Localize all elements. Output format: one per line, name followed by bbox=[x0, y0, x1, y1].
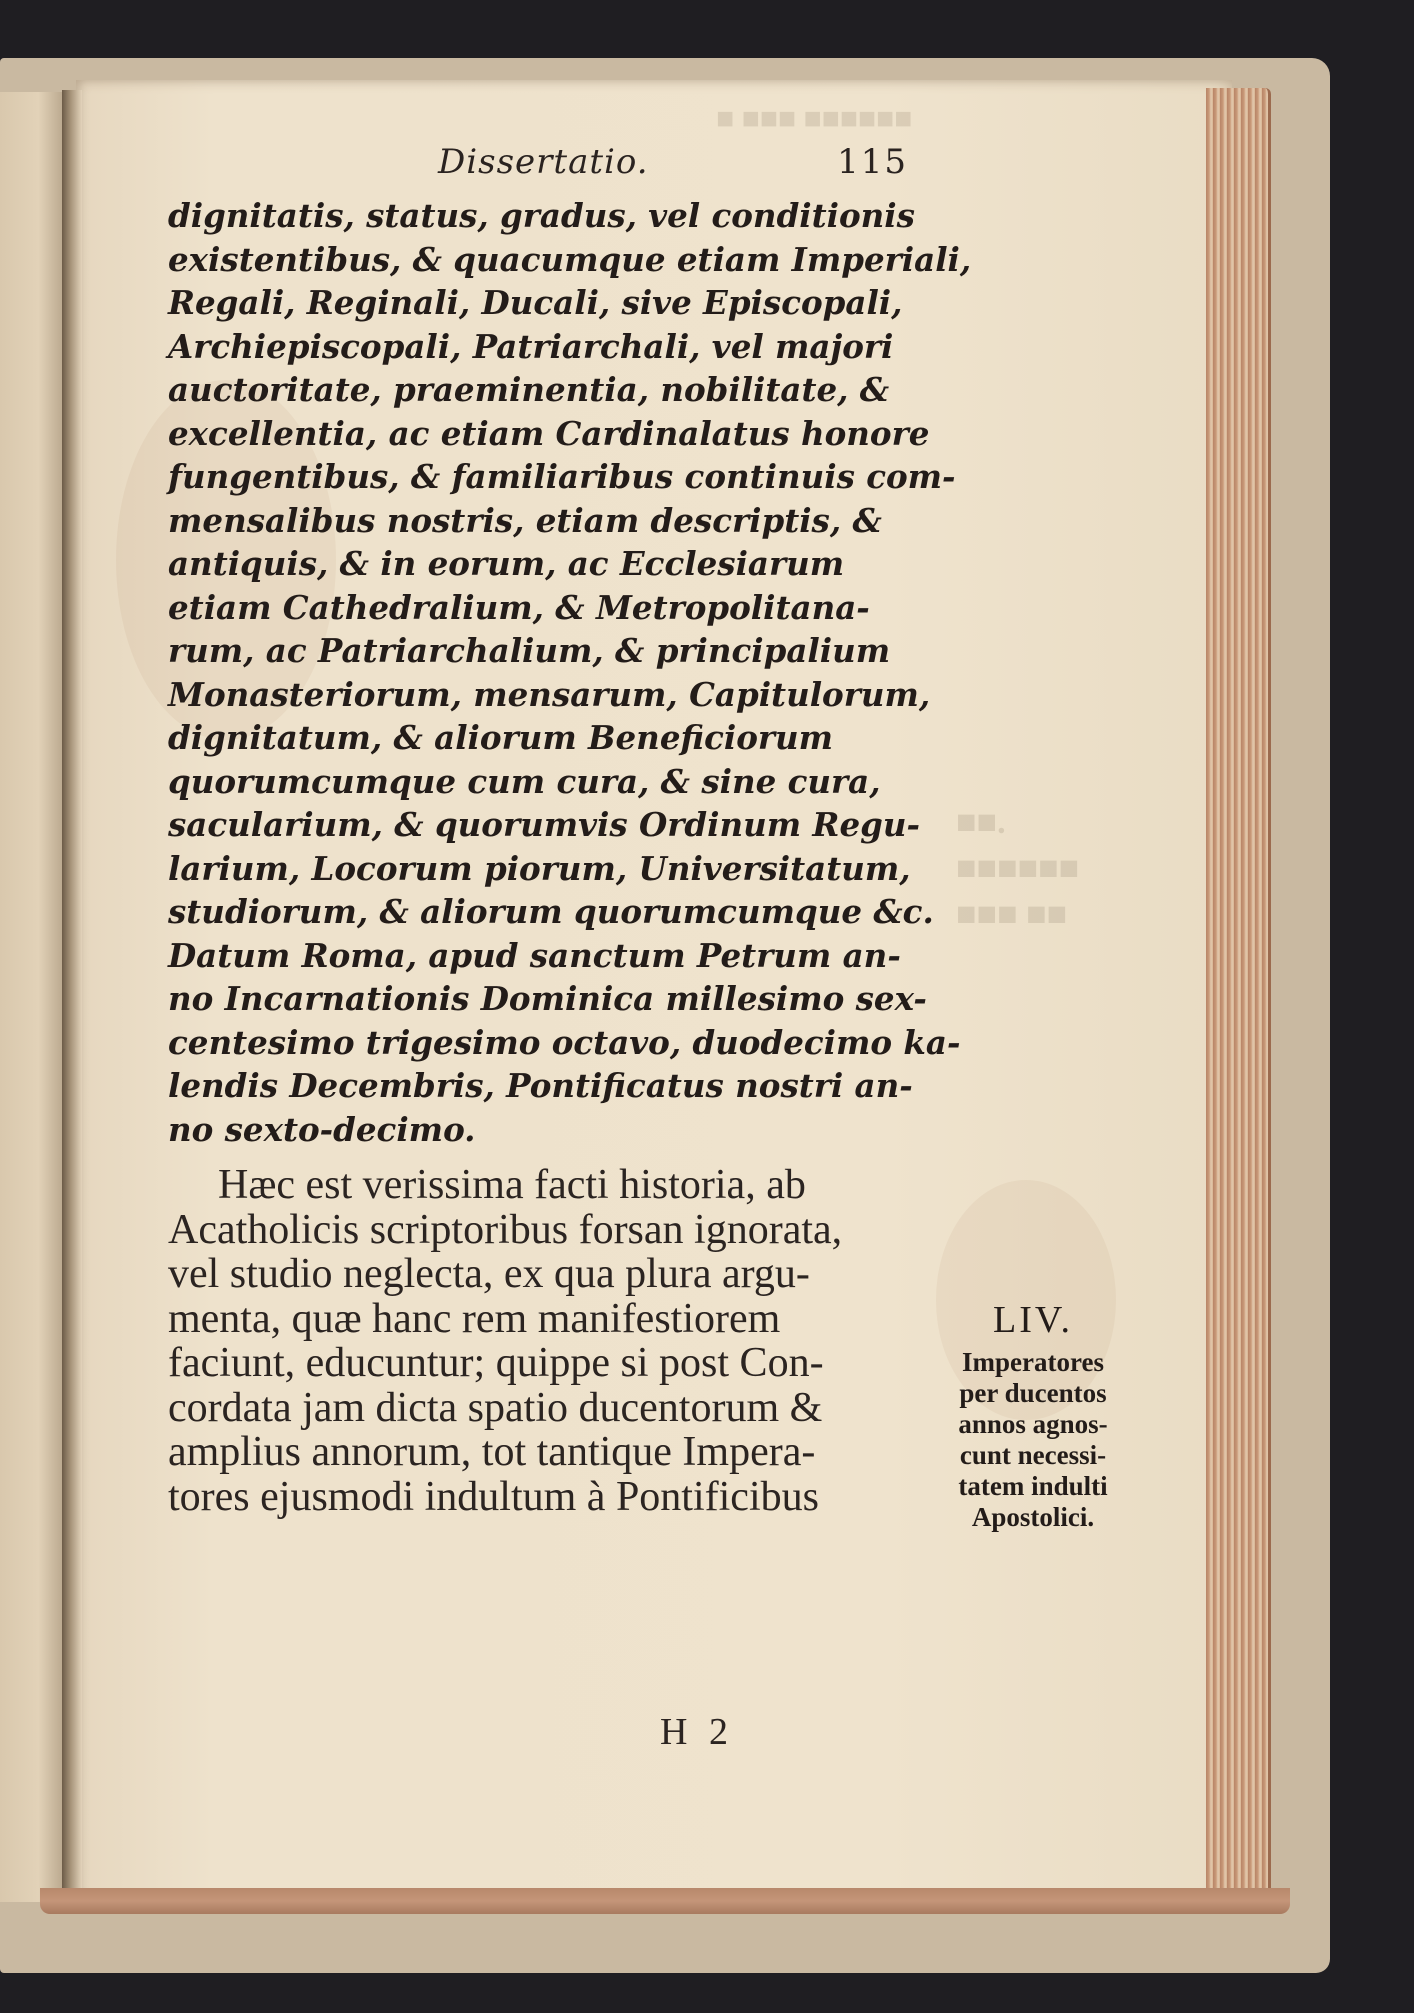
margin-note-line: tatem indulti bbox=[958, 1471, 1108, 1501]
text-line: larium, Locorum piorum, Universitatum, bbox=[168, 848, 911, 888]
text-line: vel studio neglecta, ex qua plura argu- bbox=[168, 1251, 810, 1297]
text-line: etiam Cathedralium, & Metropolitana- bbox=[168, 587, 870, 627]
text-line: amplius annorum, tot tantique Impera- bbox=[168, 1429, 816, 1475]
text-line: faciunt, educuntur; quippe si post Con- bbox=[168, 1340, 824, 1386]
text-line: Archiepiscopali, Patriarchali, vel majori bbox=[168, 326, 894, 366]
text-line: existentibus, & quacumque etiam Imperiali, bbox=[168, 239, 972, 279]
text-line: excellentia, ac etiam Cardinalatus honore bbox=[168, 413, 930, 453]
text-line: Acatholicis scriptoribus forsan ignorata, bbox=[168, 1206, 843, 1253]
running-title: Dissertatio. bbox=[438, 142, 649, 182]
text-line: no Incarnationis Dominica millesimo sex- bbox=[168, 979, 927, 1018]
margin-note-line: annos agnos- bbox=[958, 1409, 1108, 1439]
text-line: tores ejusmodi indultum à Pontificibus bbox=[168, 1473, 819, 1520]
text-line: no sexto-decimo. bbox=[168, 1109, 476, 1149]
text-line: Hæc est verissima facti historia, ab bbox=[218, 1162, 806, 1208]
text-line: studiorum, & aliorum quorumcumque &c. bbox=[168, 892, 934, 931]
margin-note bbox=[918, 1297, 1148, 1533]
text-line: cordata jam dicta spatio ducentorum & bbox=[168, 1384, 823, 1431]
page-edges bbox=[1206, 88, 1271, 1898]
italic-quotation bbox=[168, 194, 972, 1151]
text-line: antiquis, & in eorum, ac Ecclesiarum bbox=[168, 544, 845, 583]
margin-note-line: Imperatores bbox=[962, 1347, 1104, 1377]
margin-note-line: cunt necessi- bbox=[959, 1440, 1107, 1470]
text-line: menta, quæ hanc rem manifestiorem bbox=[168, 1295, 781, 1342]
text-line: Regali, Reginali, Ducali, sive Episcopali, bbox=[168, 283, 903, 322]
text-line: Monasteriorum, mensarum, Capitulorum, bbox=[168, 674, 931, 714]
margin-note-line: Apostolici. bbox=[971, 1502, 1095, 1532]
text-line: sacularium, & quorumvis Ordinum Regu- bbox=[168, 805, 920, 844]
signature-mark: H 2 bbox=[660, 1711, 734, 1753]
text-line: lendis Decembris, Pontificatus nostri an- bbox=[168, 1066, 913, 1105]
bottom-page-edges bbox=[40, 1888, 1290, 1914]
text-line: auctoritate, praeminentia, nobilitate, & bbox=[168, 370, 890, 409]
body-paragraph bbox=[168, 1163, 918, 1519]
page-header bbox=[168, 142, 918, 194]
text-line: dignitatis, status, gradus, vel conditionis bbox=[168, 196, 915, 235]
text-line: fungentibus, & familiaribus continuis com- bbox=[168, 457, 956, 496]
text-line: mensalibus nostris, etiam descriptis, & bbox=[168, 500, 882, 540]
text-line: centesimo trigesimo octavo, duodecimo ka- bbox=[168, 1022, 961, 1062]
margin-note-number: LIV. bbox=[993, 1299, 1073, 1341]
bleed-through: ■ ■■■ ■■■■■■ bbox=[716, 102, 913, 135]
margin-note-line: per ducentos bbox=[959, 1378, 1107, 1408]
main-text-block bbox=[168, 142, 972, 1520]
bleed-through: ■■. ■■■■■■ ■■■ ■■ bbox=[956, 804, 1080, 933]
left-page-edge bbox=[0, 92, 66, 1902]
text-line: Datum Roma, apud sanctum Petrum an- bbox=[168, 935, 901, 975]
text-line: dignitatum, & aliorum Beneficiorum bbox=[168, 718, 834, 757]
text-line: quorumcumque cum cura, & sine cura, bbox=[168, 761, 881, 801]
book-gutter bbox=[62, 90, 82, 1905]
page-number: 115 bbox=[837, 142, 908, 182]
text-line: rum, ac Patriarchalium, & principalium bbox=[168, 631, 891, 670]
